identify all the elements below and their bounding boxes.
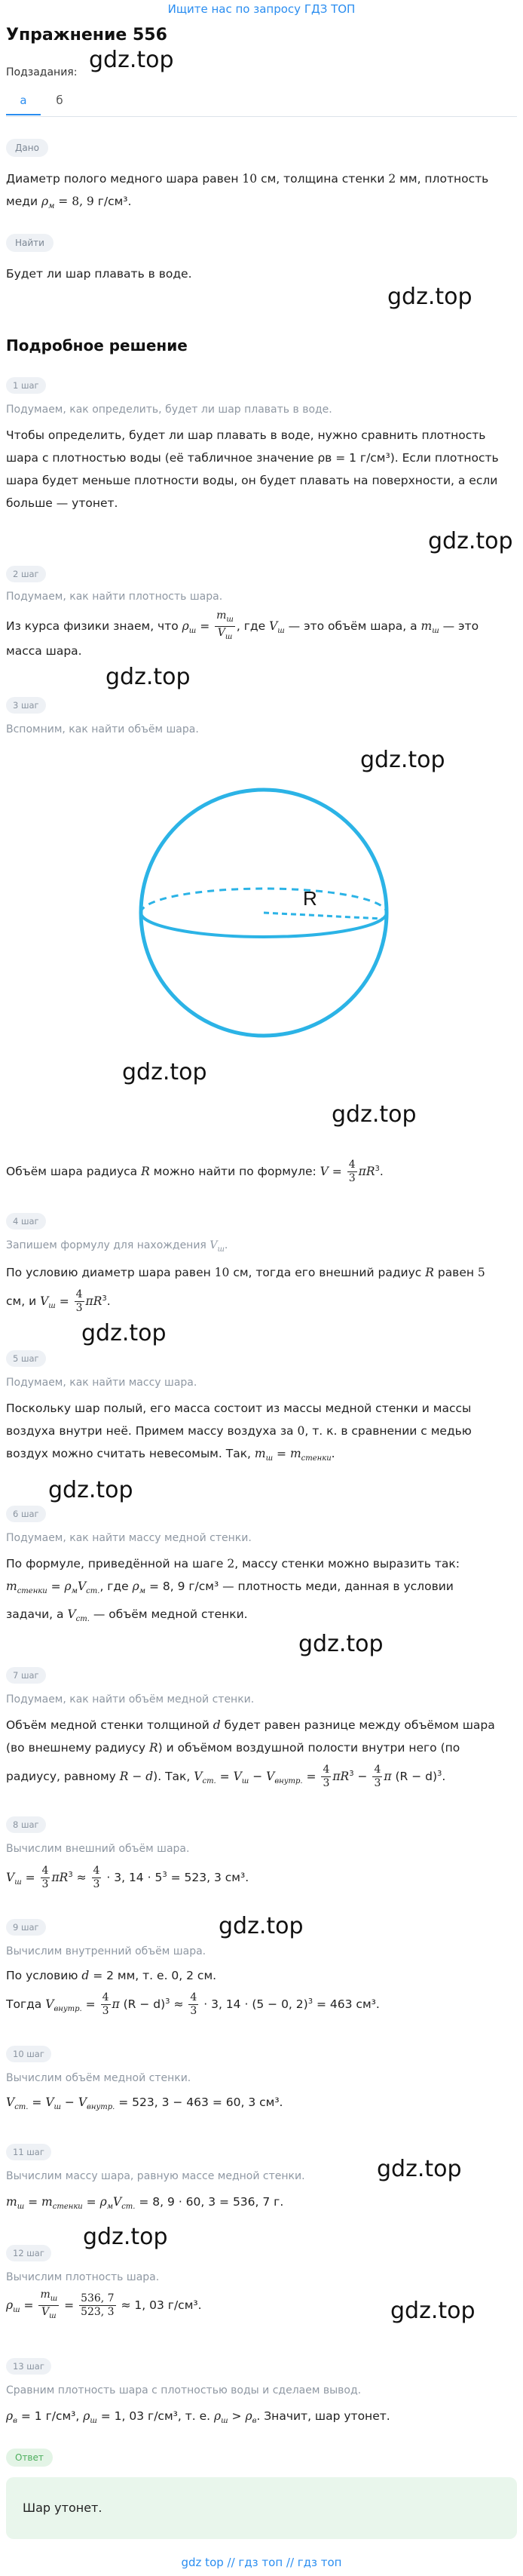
subtask-tabs: [6, 91, 517, 117]
step-badge: 6 шаг: [6, 1506, 46, 1522]
step-hint: Вычислим внутренний объём шара.: [6, 1945, 206, 1957]
find-badge: Найти: [6, 234, 54, 252]
watermark: gdz.top: [387, 284, 473, 310]
step-badge: 12 шаг: [6, 2245, 51, 2261]
answer-badge: Ответ: [6, 2449, 53, 2467]
watermark: gdz.top: [390, 2298, 476, 2324]
given-text: Диаметр полого медного шара равен 10 см, толщина стенки 2 мм, плотность меди $\rho_м = 8$, 9 г/см³.: [6, 172, 489, 211]
step-badge: 11 шаг: [6, 2144, 51, 2160]
footer-links[interactable]: gdz top // гдз топ // гдз топ: [181, 2556, 342, 2569]
step-text: По формуле, приведённой на шаге 2, массу стенки можно выразить так: $m_{стенки} = \rho_мV_{ст.}$, где $\rho_м = 8$, 9 г/см³ — плотность меди, данная в условии задачи, а $V_{ст.}$ — объём медной стенки.: [6, 1557, 460, 1624]
top-search-link[interactable]: Ищите нас по запросу ГДЗ ТОП: [167, 2, 356, 16]
step-text: $V_{ст.} = V_ш - V_{внутр.} = 523$, 3 − 463 = 60, 3 см³.: [6, 2095, 283, 2112]
subtasks-label: Подзадания:: [6, 66, 78, 78]
step-text: Чтобы определить, будет ли шар плавать в воде, нужно сравнить плотность шара с плотностью воды (её табличное значение ρв = 1 г/см³). Если плотность шара будет меньше плотности воды, он будет плавать на поверхности, а если больше — утонет.: [6, 428, 499, 510]
step-text: По условию диаметр шара равен 10 см, тогда его внешний радиус R равен 5 см, и $V_ш$ = $\frac{4}{3}$ $\pi R^3$.: [6, 1266, 485, 1315]
step-badge: 13 шаг: [6, 2358, 51, 2375]
sphere-diagram: [128, 784, 399, 1041]
watermark: gdz.top: [428, 528, 513, 554]
watermark: gdz.top: [219, 1913, 304, 1939]
step-text: Поскольку шар полый, его масса состоит из массы медной стенки и массы воздуха внутри неё. Примем массу воздуха за 0, т. к. в сравнении с медью воздух можно считать невесомым. Так, $m_ш = m_{стенки}$.: [6, 1402, 472, 1463]
step-text: $\rho_в = 1$ г/см³, $\rho_ш = 1$, 03 г/см³, т. е. $\rho_ш > \rho_в$. Значит, шар утонет.: [6, 2409, 390, 2426]
step-hint: Подумаем, как найти массу шара.: [6, 1377, 197, 1389]
step-badge: 3 шаг: [6, 697, 46, 714]
tab-b[interactable]: б: [56, 94, 63, 107]
step-hint: Подумаем, как найти плотность шара.: [6, 591, 223, 603]
step-hint: Подумаем, как найти объём медной стенки.: [6, 1693, 255, 1706]
answer-box: [6, 2477, 517, 2539]
step-badge: 2 шаг: [6, 566, 46, 582]
radius-label: R: [303, 887, 317, 910]
tab-a[interactable]: а: [6, 91, 41, 115]
step-hint: Подумаем, как определить, будет ли шар плавать в воде.: [6, 404, 332, 416]
step-badge: 10 шаг: [6, 2046, 51, 2062]
watermark: gdz.top: [360, 747, 445, 773]
watermark: gdz.top: [81, 1320, 167, 1346]
watermark: gdz.top: [298, 1631, 384, 1657]
step-hint: Вспомним, как найти объём шара.: [6, 723, 199, 735]
step-hint: Вычислим массу шара, равную массе медной стенки.: [6, 2170, 305, 2182]
step-hint: Вычислим внешний объём шара.: [6, 1843, 190, 1855]
watermark: gdz.top: [332, 1101, 417, 1128]
step-badge: 1 шаг: [6, 377, 46, 394]
step-badge: 5 шаг: [6, 1350, 46, 1367]
page-title: Упражнение 556: [6, 26, 167, 45]
watermark: gdz.top: [377, 2156, 462, 2182]
find-text: Будет ли шар плавать в воде.: [6, 267, 192, 281]
answer-text: Шар утонет.: [23, 2501, 102, 2515]
given-badge: Дано: [6, 139, 48, 157]
step-text: $\rho_ш$ = $\frac{m_ш}{V_ш}$ = $\frac{536, 7}{523, 3}$ ≈ 1, 03 г/см³.: [6, 2289, 202, 2320]
radius-line: [264, 913, 383, 919]
step-hint: Запишем формулу для нахождения $V_ш$.: [6, 1239, 228, 1254]
step-hint: Вычислим объём медной стенки.: [6, 2072, 191, 2084]
watermark: gdz.top: [106, 664, 191, 690]
watermark: gdz.top: [89, 47, 174, 73]
step-hint: Сравним плотность шара с плотностью воды и сделаем вывод.: [6, 2384, 362, 2396]
watermark: gdz.top: [122, 1059, 207, 1085]
step-hint: Вычислим плотность шара.: [6, 2271, 160, 2283]
step-text: Объём шара радиуса R можно найти по формуле: V = $\frac{4}{3}$ $\pi R^3$.: [6, 1159, 384, 1185]
step-text: $V_ш$ = $\frac{4}{3}$ $\pi R^3$ ≈ $\frac{4}{3}$ · 3, $14 \cdot 5^3 = 523$, 3 см³.: [6, 1865, 249, 1891]
step-text: Из курса физики знаем, что $\rho_ш$ = $\frac{m_ш}{V_ш}$ , где $V_ш$ — это объём шара, а $m_ш$ — это масса шара.: [6, 609, 479, 658]
watermark: gdz.top: [83, 2224, 168, 2250]
solution-title: Подробное решение: [6, 336, 188, 355]
step-text: $m_ш = m_{стенки} = \rho_мV_{ст.} = 8$, 9 · 60, 3 = 536, 7 г.: [6, 2195, 284, 2212]
step-badge: 8 шаг: [6, 1816, 46, 1833]
watermark: gdz.top: [48, 1477, 133, 1503]
step-badge: 4 шаг: [6, 1213, 46, 1230]
step-badge: 7 шаг: [6, 1667, 46, 1684]
step-hint: Подумаем, как найти массу медной стенки.: [6, 1532, 252, 1544]
step-text: По условию d = 2 мм, т. е. 0, 2 см. Тогда $V_{внутр.}$ = $\frac{4}{3}$ π $(R - d)^3$ ≈ $\frac{4}{3}$ · 3, 14 · (5 − 0, 2)$^3$ = 463 см³.: [6, 1969, 380, 2018]
equator-back: [141, 889, 387, 913]
step-badge: 9 шаг: [6, 1919, 46, 1936]
step-text: Объём медной стенки толщиной d будет равен разнице между объёмом шара (во внешнему радиусу R) и объёмом воздушной полости внутри него (по радиусу, равному R − d). Так, $V_{ст.} = V_ш - V_{внутр.}$ = $\frac{4}{3}$ $\pi R^3$ − $\frac{4}{3}$ π $(R - d)^3$.: [6, 1718, 495, 1790]
